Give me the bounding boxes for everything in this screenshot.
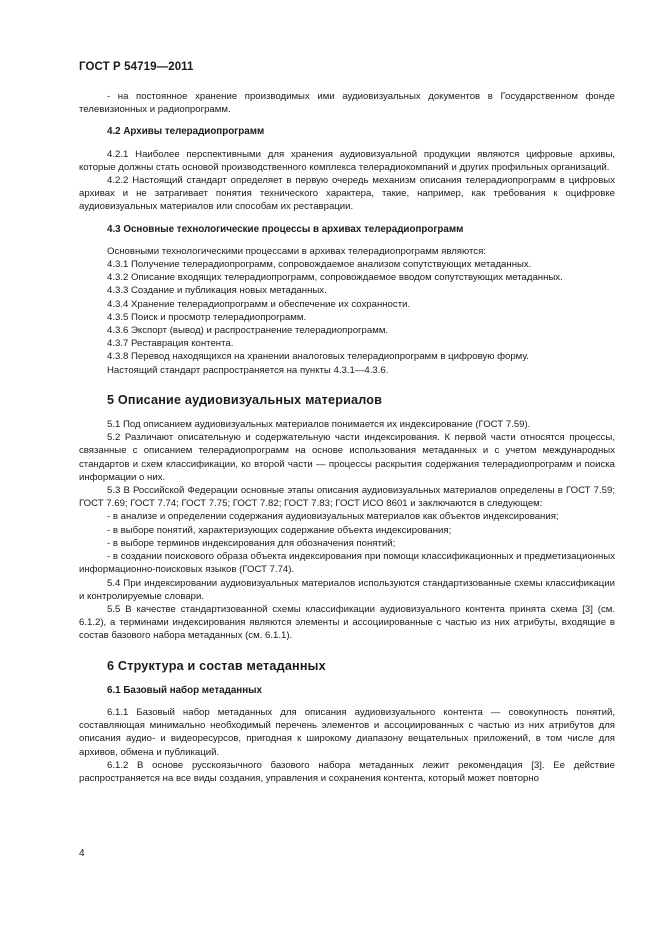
paragraph: 4.3.8 Перевод находящихся на хранении аналоговых телерадиопрограмм в цифровую форму. — [107, 351, 529, 363]
paragraph: 5.1 Под описанием аудиовизуальных материалов понимается их индексирование (ГОСТ 7.59). — [107, 419, 531, 431]
paragraph: 5.5 В качестве стандартизованной схемы классификации аудиовизуального контента принята схема [3] (см. 6.1.2), а терминами индексирования являются элементы и ассоциированные с частью из них атрибуты, входящие в состав базового набора метаданных (см. 6.1.1). — [79, 603, 615, 642]
paragraph: Основными технологическими процессами в архивах телерадиопрограмм являются: — [107, 245, 486, 257]
paragraph: 6.1.1 Базовый набор метаданных для описания аудиовизуального контента — совокупность понятий, составляющая минимально необходимый перечень элементов и ассоциированных с частью из них атрибутов для описания аудио- и видеоресурсов, пригодная к широкому диапазону вещательных приложений, в том числе для архивов, обмена и публикаций. — [79, 706, 615, 758]
paragraph: - на постоянное хранение производимых ими аудиовизуальных документов в Государственном фонде телевизионных и радиопрограмм. — [79, 91, 615, 116]
page-number: 4 — [79, 848, 85, 859]
paragraph: 5.2 Различают описательную и содержательную части индексирования. К первой части относятся процессы, связанные с описанием телерадиопрограмм на основе использования метаданных и с учетом международных стандартов и схем классификации, ко второй части — процессы раскрытия содержания телерадиопрограмм и поиска информации о них. — [79, 432, 615, 483]
paragraph: - в выборе терминов индексирования для обозначения понятий; — [107, 537, 396, 549]
paragraph: 4.3.5 Поиск и просмотр телерадиопрограмм. — [107, 311, 307, 323]
section-heading: 5 Описание аудиовизуальных материалов — [107, 392, 383, 407]
paragraph: 5.3 В Российской Федерации основные этапы описания аудиовизуальных материалов определены в ГОСТ 7.59; ГОСТ 7.69; ГОСТ 7.74; ГОСТ 7.75; ГОСТ 7.82; ГОСТ 7.83; ГОСТ ИСО 8601 и заключаются в следующем: — [79, 485, 615, 510]
paragraph: 4.3.1 Получение телерадиопрограмм, сопровождаемое анализом сопутствующих метаданных. — [107, 259, 532, 271]
subsection-heading: 6.1 Базовый набор метаданных — [107, 684, 262, 696]
paragraph: 4.3.3 Создание и публикация новых метаданных. — [107, 285, 327, 297]
paragraph: 4.3.6 Экспорт (вывод) и распространение телерадиопрограмм. — [107, 325, 389, 337]
section-heading: 6 Структура и состав метаданных — [107, 658, 326, 673]
paragraph: 4.3.2 Описание входящих телерадиопрограмм, сопровождаемое вводом сопутствующих метаданных. — [107, 272, 563, 284]
paragraph: - в выборе понятий, характеризующих содержание объекта индексирования; — [107, 524, 452, 536]
page-header: ГОСТ Р 54719—2011 — [79, 61, 194, 73]
paragraph: 4.2.1 Наиболее перспективными для хранения аудиовизуальной продукции являются цифровые архивы, которые должны стать основой производственного комплекса телерадиокомпаний и других профильных организаций. — [79, 148, 615, 173]
paragraph: - в создании поискового образа объекта индексирования при помощи классификационных и предметизационных информационно-поисковых языков (ГОСТ 7.74). — [79, 551, 615, 576]
subsection-heading: 4.2 Архивы телерадиопрограмм — [107, 126, 265, 138]
subsection-heading: 4.3 Основные технологические процессы в архивах телерадиопрограмм — [107, 223, 464, 235]
document-body — [79, 90, 615, 785]
paragraph: 6.1.2 В основе русскоязычного базового набора метаданных лежит рекомендация [3]. Ее действие распространяется на все виды создания, управления и сохранения контента, который может повторно — [79, 759, 615, 784]
paragraph: 5.4 При индексировании аудиовизуальных материалов используются стандартизованные схемы классификации и контролируемые словари. — [79, 577, 615, 602]
paragraph: 4.2.2 Настоящий стандарт определяет в первую очередь механизм описания телерадиопрограмм в цифровых архивах и не затрагивает понятия технического характера, такие, например, как требования к оцифровке аудиовизуальных материалов или способам их реставрации. — [79, 175, 615, 213]
paragraph: 4.3.7 Реставрация контента. — [107, 338, 234, 350]
paragraph: - в анализе и определении содержания аудиовизуальных материалов как объектов индексирования; — [107, 511, 559, 523]
paragraph: Настоящий стандарт распространяется на пункты 4.3.1—4.3.6. — [107, 364, 389, 376]
paragraph: 4.3.4 Хранение телерадиопрограмм и обеспечение их сохранности. — [107, 298, 411, 310]
